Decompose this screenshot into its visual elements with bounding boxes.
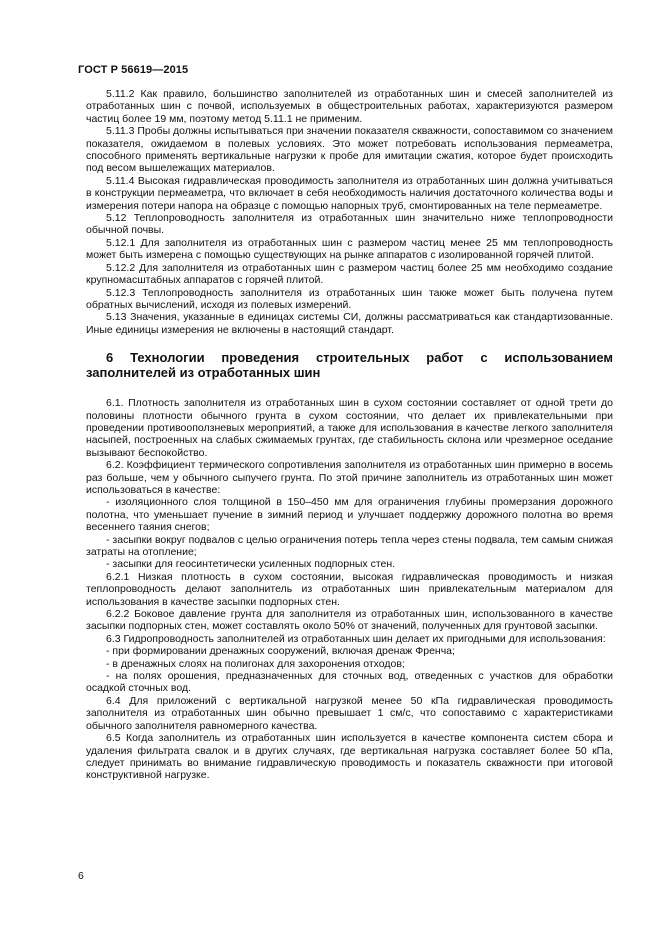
list-item-irrigation: - на полях орошения, предназначенных для сточных вод, отведенных с участков для обработки осадкой сточных вод. <box>86 670 613 695</box>
list-item-geosynthetic: - засыпки для геосинтетически усиленных подпорных стен. <box>106 558 396 571</box>
paragraph-6-3: 6.3 Гидропроводность заполнителей из отработанных шин делает их пригодными для использования: <box>106 632 606 645</box>
list-item-basement: - засыпки вокруг подвалов с целью ограничения потерь тепла через стены подвала, тем самым снижая затраты на отопление; <box>86 533 613 558</box>
paragraph-5-13: 5.13 Значения, указанные в единицах системы СИ, должны рассматриваться как стандартизованные. Иные единицы измерения не включены в настоящий стандарт. <box>86 311 613 336</box>
paragraph-5-12-2: 5.12.2 Для заполнителя из отработанных шин с размером частиц более 25 мм необходимо создание крупномасштабных аппаратов с горячей плитой. <box>86 261 613 287</box>
page-number: 6 <box>78 870 84 882</box>
paragraph-6-2-1: 6.2.1 Низкая плотность в сухом состоянии, высокая гидравлическая проводимость и низкая теплопроводность делают заполнитель из отработанных шин привлекательным материалом для использования в качестве засыпки подпорных стен. <box>86 570 613 608</box>
paragraph-5-12-3: 5.12.3 Теплопроводность заполнителя из отработанных шин также может быть получена путем обратных вычислений, исходя из полевых измерений. <box>86 286 613 311</box>
paragraph-5-11-2: 5.11.2 Как правило, большинство заполнителей из отработанных шин и смесей заполнителей из отработанных шин с почвой, используемых в общестроительных работах, характеризуются размером частиц более 19 мм, поэтому метод 5.11.1 не применим. <box>86 88 613 125</box>
list-item-insulation: - изоляционного слоя толщиной в 150–450 мм для ограничения глубины промерзания дорожного полотна, что уменьшает пучение в зимний период и улучшает поддержку дорожного полотна во время весеннего таяния снегов; <box>86 496 613 534</box>
paragraph-6-2-2: 6.2.2 Боковое давление грунта для заполнителя из отработанных шин, использованного в качестве засыпки подпорных стен, может составлять около 50% от значений, полученных для грунтовой засыпки. <box>86 608 613 633</box>
paragraph-5-12: 5.12 Теплопроводность заполнителя из отработанных шин значительно ниже теплопроводности обычной почвы. <box>86 212 613 237</box>
paragraph-6-2: 6.2. Коэффициент термического сопротивления заполнителя из отработанных шин примерно в восемь раз больше, чем у обычного сыпучего грунта. По этой причине заполнитель из отработанных шин может использоваться в качестве: <box>86 459 613 496</box>
list-item-landfill: - в дренажных слоях на полигонах для захоронения отходов; <box>106 657 405 670</box>
paragraph-6-4: 6.4 Для приложений с вертикальной нагрузкой менее 50 кПа гидравлическая проводимость заполнителя из отработанных шин обычно превышает 1 см/с, что сопоставимо с характеристиками обычного заполнителя равномерного качества. <box>86 694 613 732</box>
document-code-header: ГОСТ Р 56619—2015 <box>78 64 189 76</box>
document-body <box>86 88 613 782</box>
paragraph-5-12-1: 5.12.1 Для заполнителя из отработанных шин с размером частиц менее 25 мм теплопроводность может быть измерена с помощью существующих на рынке аппаратов с изолированной горячей плитой. <box>86 236 613 262</box>
paragraph-6-1: 6.1. Плотность заполнителя из отработанных шин в сухом состоянии составляет от одной трети до половины плотности обычного грунта в сухом состоянии, что делает их привлекательными при проведении противооползневых мероприятий, а также для использования в качестве легкого заполнителя насыпей, построенных на слабых сжимаемых грунтах, где стабильность склона или чрезмерное оседание вызывают беспокойство. <box>86 397 613 459</box>
list-item-drainage: - при формировании дренажных сооружений, включая дренаж Френча; <box>106 645 455 658</box>
paragraph-5-11-4: 5.11.4 Высокая гидравлическая проводимость заполнителя из отработанных шин должна учитываться в конструкции пермеаметра, что включает в себя необходимость наличия достаточного количества воды и измерения потери напора на образце с помощью напорных труб, смонтированных на теле пермеаметре. <box>86 174 613 212</box>
paragraph-5-11-3: 5.11.3 Пробы должны испытываться при значении показателя скважности, сопоставимом со значением показателя, ожидаемом в полевых условиях. Это может потребовать использования пермеаметра, способного применять вертикальные нагрузки к пробе для имитации сжатия, которое будет происходить под весом вышележащих материалов. <box>86 125 613 175</box>
paragraph-6-5: 6.5 Когда заполнитель из отработанных шин используется в качестве компонента систем сбора и удаления фильтрата свалок и в других случаях, где вертикальная нагрузка составляет более 50 кПа, следует принимать во внимание гидравлическую проводимость и показатель скважности при итоговой конструктивной нагрузке. <box>86 732 613 782</box>
section-6-heading: 6 Технологии проведения строительных работ с использованием заполнителей из отработанных шин <box>86 350 613 381</box>
